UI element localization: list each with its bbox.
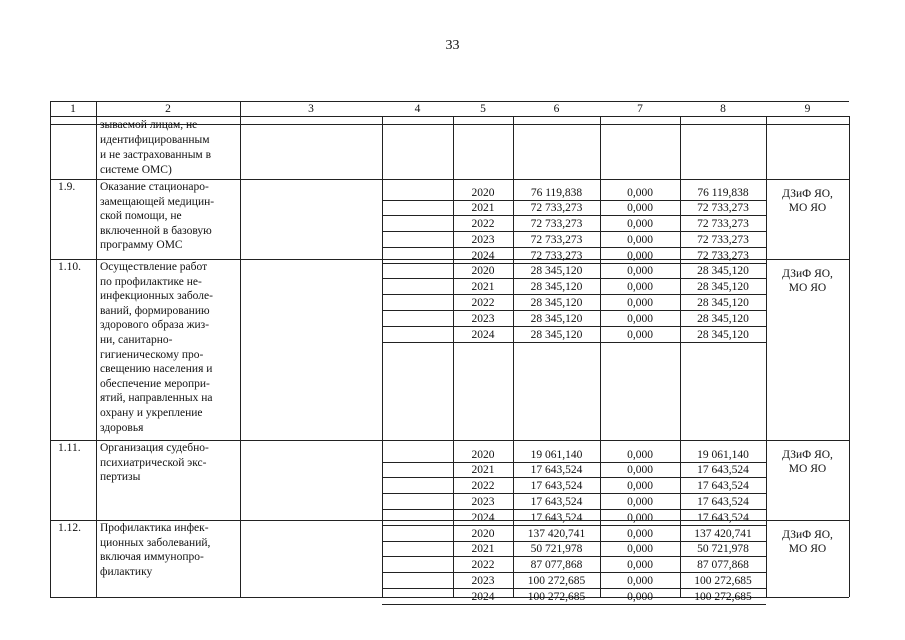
section-description-line: включая иммунопро- — [100, 551, 204, 564]
amount-federal-cell: 0,000 — [627, 575, 653, 587]
section-description-line: здоровья — [100, 421, 144, 434]
amount-federal-cell: 0,000 — [627, 496, 653, 508]
column-header-5: 5 — [480, 103, 486, 115]
table-rule — [96, 101, 97, 597]
year-cell: 2022 — [471, 218, 495, 230]
section-description-line: охрану и укрепление — [100, 407, 203, 419]
table-rule — [849, 116, 850, 597]
year-cell: 2020 — [471, 449, 495, 461]
column-header-7: 7 — [637, 103, 643, 115]
amount-total-cell: 76 119,838 — [530, 187, 583, 199]
section-description-line: включенной в базовую — [100, 224, 212, 237]
amount-federal-cell: 0,000 — [627, 543, 653, 555]
amount-total-cell: 28 345,120 — [530, 297, 583, 309]
section-description-line: Оказание стационаро- — [100, 181, 209, 193]
amount-total-cell: 72 733,273 — [530, 234, 583, 246]
executor-label: ДЗиФ ЯО, — [782, 268, 833, 280]
year-cell: 2020 — [471, 265, 495, 277]
section-description-line: Организация судебно- — [100, 442, 209, 454]
year-cell: 2024 — [471, 250, 495, 262]
year-cell: 2023 — [471, 313, 495, 325]
year-cell: 2022 — [471, 480, 495, 492]
amount-regional-cell: 28 345,120 — [697, 297, 749, 309]
amount-federal-cell: 0,000 — [627, 202, 653, 214]
section-description-line: ятий, направленных на — [100, 392, 213, 405]
amount-total-cell: 19 061,140 — [530, 449, 583, 461]
section-number: 1.10. — [58, 261, 81, 273]
section-description-line: психиатрической экс- — [100, 456, 207, 469]
amount-federal-cell: 0,000 — [627, 297, 653, 309]
amount-total-cell: 100 272,685 — [527, 591, 586, 603]
amount-total-cell: 72 733,273 — [530, 218, 583, 230]
continuation-line: и не застрахованным в — [100, 149, 211, 161]
year-cell: 2024 — [471, 591, 495, 603]
amount-regional-cell: 72 733,273 — [697, 202, 749, 214]
section-description-line: замещающей медицин- — [100, 195, 215, 208]
amount-federal-cell: 0,000 — [627, 265, 653, 277]
section-description-line: инфекционных заболе- — [100, 290, 213, 303]
column-header-8: 8 — [720, 103, 726, 115]
year-cell: 2021 — [471, 202, 495, 214]
year-cell: 2021 — [471, 543, 495, 555]
amount-regional-cell: 28 345,120 — [697, 265, 749, 277]
amount-regional-cell: 72 733,273 — [697, 250, 749, 262]
section-description-line: гигиеническому про- — [100, 348, 204, 361]
table-rule — [50, 101, 849, 102]
section-description-line: ни, санитарно- — [100, 334, 173, 346]
continuation-line: зываемой лицам, не — [100, 119, 198, 131]
amount-total-cell: 72 733,273 — [530, 202, 583, 214]
amount-total-cell: 17 643,524 — [530, 464, 583, 476]
continuation-line: идентифицированным — [100, 134, 210, 146]
amount-regional-cell: 28 345,120 — [697, 313, 749, 325]
section-description-line: Профилактика инфек- — [100, 522, 209, 534]
section-description-line: программу ОМС — [100, 239, 183, 252]
year-cell: 2021 — [471, 464, 495, 476]
year-cell: 2024 — [471, 329, 495, 341]
executor-label: МО ЯО — [788, 543, 827, 555]
amount-federal-cell: 0,000 — [627, 528, 653, 540]
amount-regional-cell: 137 420,741 — [694, 528, 752, 540]
amount-regional-cell: 87 077,868 — [697, 559, 749, 571]
column-header-4: 4 — [414, 103, 421, 115]
year-cell: 2020 — [471, 187, 495, 199]
section-description-line: обеспечение меропри- — [100, 377, 210, 390]
amount-federal-cell: 0,000 — [627, 591, 653, 603]
section-description-line: по профилактике не- — [100, 275, 202, 288]
continuation-line: системе ОМС) — [100, 164, 172, 176]
amount-regional-cell: 100 272,685 — [694, 575, 752, 587]
column-header-6: 6 — [553, 103, 560, 115]
amount-regional-cell: 19 061,140 — [697, 449, 749, 461]
amount-regional-cell: 100 272,685 — [694, 591, 752, 603]
section-number: 1.12. — [58, 522, 81, 534]
year-cell: 2020 — [471, 528, 495, 540]
year-cell: 2023 — [471, 496, 495, 508]
amount-total-cell: 17 643,524 — [530, 480, 583, 492]
amount-total-cell: 28 345,120 — [530, 329, 583, 341]
section-number: 1.11. — [58, 442, 81, 454]
amount-regional-cell: 50 721,978 — [697, 543, 749, 555]
section-description-line: ваний, формированию — [100, 304, 210, 317]
executor-label: ДЗиФ ЯО, — [782, 529, 833, 541]
amount-regional-cell: 72 733,273 — [697, 234, 749, 246]
executor-label: ДЗиФ ЯО, — [782, 188, 833, 200]
section-description-line: свещению населения и — [100, 363, 213, 376]
column-header-1: 1 — [70, 103, 76, 115]
amount-federal-cell: 0,000 — [627, 234, 653, 246]
year-cell: 2023 — [471, 575, 495, 587]
amount-federal-cell: 0,000 — [627, 218, 653, 230]
section-description-line: пертизы — [100, 471, 141, 484]
section-description-line: ционных заболеваний, — [100, 536, 211, 549]
section-description-line: ской помощи, не — [100, 210, 182, 223]
year-cell: 2022 — [471, 559, 495, 571]
amount-total-cell: 137 420,741 — [527, 528, 586, 540]
amount-regional-cell: 17 643,524 — [697, 512, 749, 524]
column-header-2: 2 — [165, 103, 171, 115]
column-header-9: 9 — [804, 103, 811, 115]
amount-regional-cell: 17 643,524 — [697, 464, 749, 476]
amount-federal-cell: 0,000 — [627, 187, 653, 199]
amount-total-cell: 72 733,273 — [530, 250, 583, 262]
amount-regional-cell: 28 345,120 — [697, 281, 749, 293]
amount-federal-cell: 0,000 — [627, 329, 653, 341]
amount-regional-cell: 72 733,273 — [697, 218, 749, 230]
amount-federal-cell: 0,000 — [627, 512, 653, 524]
executor-label: МО ЯО — [788, 282, 827, 294]
amount-federal-cell: 0,000 — [627, 313, 653, 325]
amount-federal-cell: 0,000 — [627, 559, 653, 571]
amount-total-cell: 17 643,524 — [530, 496, 583, 508]
section-number: 1.9. — [58, 181, 76, 193]
amount-total-cell: 87 077,868 — [530, 559, 583, 571]
executor-label: ДЗиФ ЯО, — [782, 449, 833, 461]
section-description-line: здорового образа жиз- — [100, 319, 210, 332]
amount-regional-cell: 76 119,838 — [697, 187, 749, 199]
year-cell: 2024 — [471, 512, 495, 524]
section-description-line: филактику — [100, 565, 153, 578]
page-number: 33 — [445, 38, 460, 53]
amount-total-cell: 50 721,978 — [530, 543, 583, 555]
amount-federal-cell: 0,000 — [627, 480, 653, 492]
column-header-3: 3 — [308, 103, 314, 115]
amount-federal-cell: 0,000 — [627, 281, 653, 293]
executor-label: МО ЯО — [788, 463, 827, 475]
amount-total-cell: 17 643,524 — [530, 512, 583, 524]
amount-total-cell: 28 345,120 — [530, 281, 583, 293]
amount-regional-cell: 28 345,120 — [697, 329, 749, 341]
amount-federal-cell: 0,000 — [627, 449, 653, 461]
year-cell: 2021 — [471, 281, 495, 293]
amount-regional-cell: 17 643,524 — [697, 480, 749, 492]
executor-label: МО ЯО — [788, 202, 827, 214]
amount-federal-cell: 0,000 — [627, 250, 653, 262]
amount-regional-cell: 17 643,524 — [697, 496, 749, 508]
table-rule — [50, 116, 849, 117]
table-rule — [50, 101, 51, 597]
amount-total-cell: 28 345,120 — [530, 265, 583, 277]
year-cell: 2023 — [471, 234, 495, 246]
section-description-line: Осуществление работ — [100, 261, 208, 273]
year-cell: 2022 — [471, 297, 495, 309]
amount-federal-cell: 0,000 — [627, 464, 653, 476]
amount-total-cell: 100 272,685 — [527, 575, 586, 587]
table-rule — [240, 101, 241, 597]
amount-total-cell: 28 345,120 — [530, 313, 583, 325]
